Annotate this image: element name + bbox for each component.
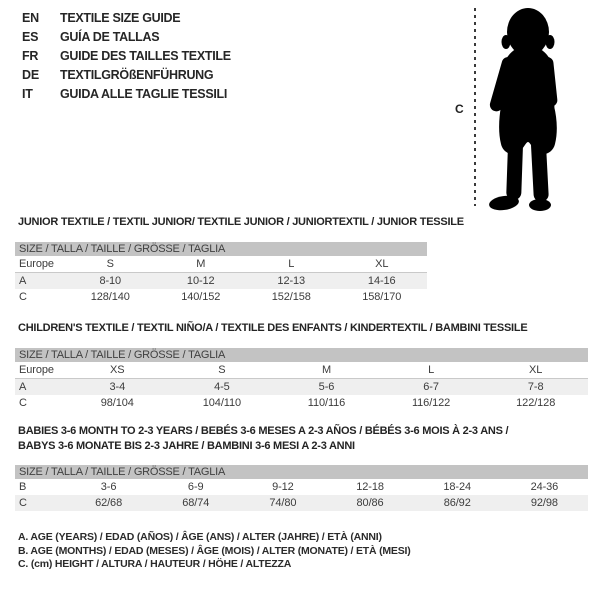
table-row — [15, 395, 588, 411]
table-cell: 92/98 — [530, 497, 558, 509]
row-label: A — [19, 381, 27, 393]
table-cell: L — [379, 362, 484, 379]
lang-title-en: TEXTILE SIZE GUIDE — [60, 11, 181, 25]
children-size-table — [15, 362, 588, 411]
table-row — [15, 479, 588, 495]
height-c-label: C — [455, 102, 464, 116]
babies-textile-section — [15, 424, 588, 511]
lang-title-fr: GUIDE DES TAILLES TEXTILE — [60, 49, 231, 63]
table-cell: 158/170 — [362, 291, 402, 303]
table-cell: 80/86 — [356, 497, 384, 509]
babies-title-line2: BABYS 3-6 MONATE BIS 2-3 JAHRE / BAMBINI 3-6 MESI A 2-3 ANNI — [18, 440, 355, 452]
lang-row-es — [22, 28, 231, 47]
table-cell: 6-7 — [423, 381, 439, 393]
table-cell: 152/158 — [271, 291, 311, 303]
table-cell: 18-24 — [443, 481, 472, 493]
table-cell: 7-8 — [527, 381, 544, 393]
table-cell: XS — [65, 362, 170, 379]
row-label: A — [19, 275, 27, 287]
table-cell: 140/152 — [181, 291, 221, 303]
row-label: C — [19, 291, 27, 303]
babies-section-title — [18, 424, 588, 454]
table-cell: 68/74 — [182, 497, 210, 509]
lang-code-fr: FR — [22, 49, 39, 63]
junior-size-table — [15, 256, 427, 305]
legend-line-b: B. AGE (MONTHS) / EDAD (MESES) / ÂGE (MOIS) / ALTER (MONATE) / ETÀ (MESI) — [18, 544, 411, 557]
table-cell: M — [156, 256, 247, 273]
table-cell: S — [170, 362, 275, 379]
lang-code-de: DE — [22, 68, 39, 82]
lang-code-es: ES — [22, 30, 39, 44]
table-row — [15, 362, 588, 379]
children-textile-section — [15, 322, 588, 411]
junior-section-title: JUNIOR TEXTILE / TEXTIL JUNIOR/ TEXTILE JUNIOR / JUNIORTEXTIL / JUNIOR TESSILE — [18, 216, 464, 228]
table-row — [15, 379, 588, 396]
lang-title-es: GUÍA DE TALLAS — [60, 30, 160, 44]
table-row — [15, 495, 588, 511]
table-cell: 116/122 — [411, 397, 451, 409]
table-cell: 74/80 — [269, 497, 297, 509]
lang-row-it — [22, 85, 231, 104]
table-cell: 12-13 — [277, 275, 306, 287]
table-cell: 3-4 — [109, 381, 126, 393]
language-header — [22, 9, 231, 104]
table-cell: 104/110 — [202, 397, 242, 409]
table-cell: 86/92 — [443, 497, 471, 509]
junior-size-header-bar: SIZE / TALLA / TAILLE / GRÖSSE / TAGLIA — [15, 242, 427, 256]
row-label: B — [19, 481, 27, 493]
table-cell: 62/68 — [95, 497, 123, 509]
measurement-legend — [18, 531, 411, 572]
lang-code-en: EN — [22, 11, 39, 25]
row-label: C — [19, 497, 27, 509]
table-cell: 122/128 — [516, 397, 556, 409]
table-cell: 4-5 — [214, 381, 230, 393]
lang-title-it: GUIDA ALLE TAGLIE TESSILI — [60, 87, 228, 101]
babies-size-table — [15, 479, 588, 511]
lang-title-de: TEXTILGRÖßENFÜHRUNG — [60, 68, 214, 82]
table-cell: S — [65, 256, 156, 273]
table-cell: XL — [483, 362, 588, 379]
table-cell: 8-10 — [99, 275, 122, 287]
table-cell: 24-36 — [530, 481, 559, 493]
legend-line-c: C. (cm) HEIGHT / ALTURA / HAUTEUR / HÖHE / ALTEZZA — [18, 558, 292, 570]
table-cell: 9-12 — [272, 481, 294, 493]
table-cell: 14-16 — [367, 275, 396, 287]
table-cell: 5-6 — [318, 381, 335, 393]
table-cell: 128/140 — [90, 291, 130, 303]
legend-line-a: A. AGE (YEARS) / EDAD (AÑOS) / ÂGE (ANS) / ALTER (JAHRE) / ETÀ (ANNI) — [18, 531, 382, 543]
lang-code-it: IT — [22, 87, 33, 101]
lang-row-en — [22, 9, 231, 28]
babies-title-line1: BABIES 3-6 MONTH TO 2-3 YEARS / BEBÉS 3-6 MESES A 2-3 AÑOS / BÉBÉS 3-6 MOIS À 2-3 ANS / — [18, 425, 509, 437]
children-section-title: CHILDREN'S TEXTILE / TEXTIL NIÑO/A / TEXTILE DES ENFANTS / KINDERTEXTIL / BAMBINI TESSILE — [18, 322, 528, 334]
row-label: Europe — [15, 362, 65, 379]
row-label: Europe — [15, 256, 65, 273]
lang-row-de — [22, 66, 231, 85]
baby-silhouette-icon — [483, 5, 571, 212]
table-cell: 98/104 — [100, 397, 134, 409]
row-label: C — [19, 397, 27, 409]
table-cell: 10-12 — [186, 275, 215, 287]
height-dotted-line — [474, 8, 476, 206]
table-cell: 3-6 — [100, 481, 117, 493]
junior-textile-section — [15, 216, 464, 305]
lang-row-fr — [22, 47, 231, 66]
children-size-header-bar: SIZE / TALLA / TAILLE / GRÖSSE / TAGLIA — [15, 348, 588, 362]
table-cell: L — [246, 256, 337, 273]
table-cell: 12-18 — [356, 481, 384, 493]
table-cell: 6-9 — [187, 481, 204, 493]
table-row — [15, 256, 427, 273]
table-cell: XL — [337, 256, 428, 273]
babies-size-header-bar: SIZE / TALLA / TAILLE / GRÖSSE / TAGLIA — [15, 465, 588, 479]
table-row — [15, 289, 427, 305]
table-cell: 110/116 — [307, 397, 346, 409]
table-cell: M — [274, 362, 379, 379]
table-row — [15, 273, 427, 290]
